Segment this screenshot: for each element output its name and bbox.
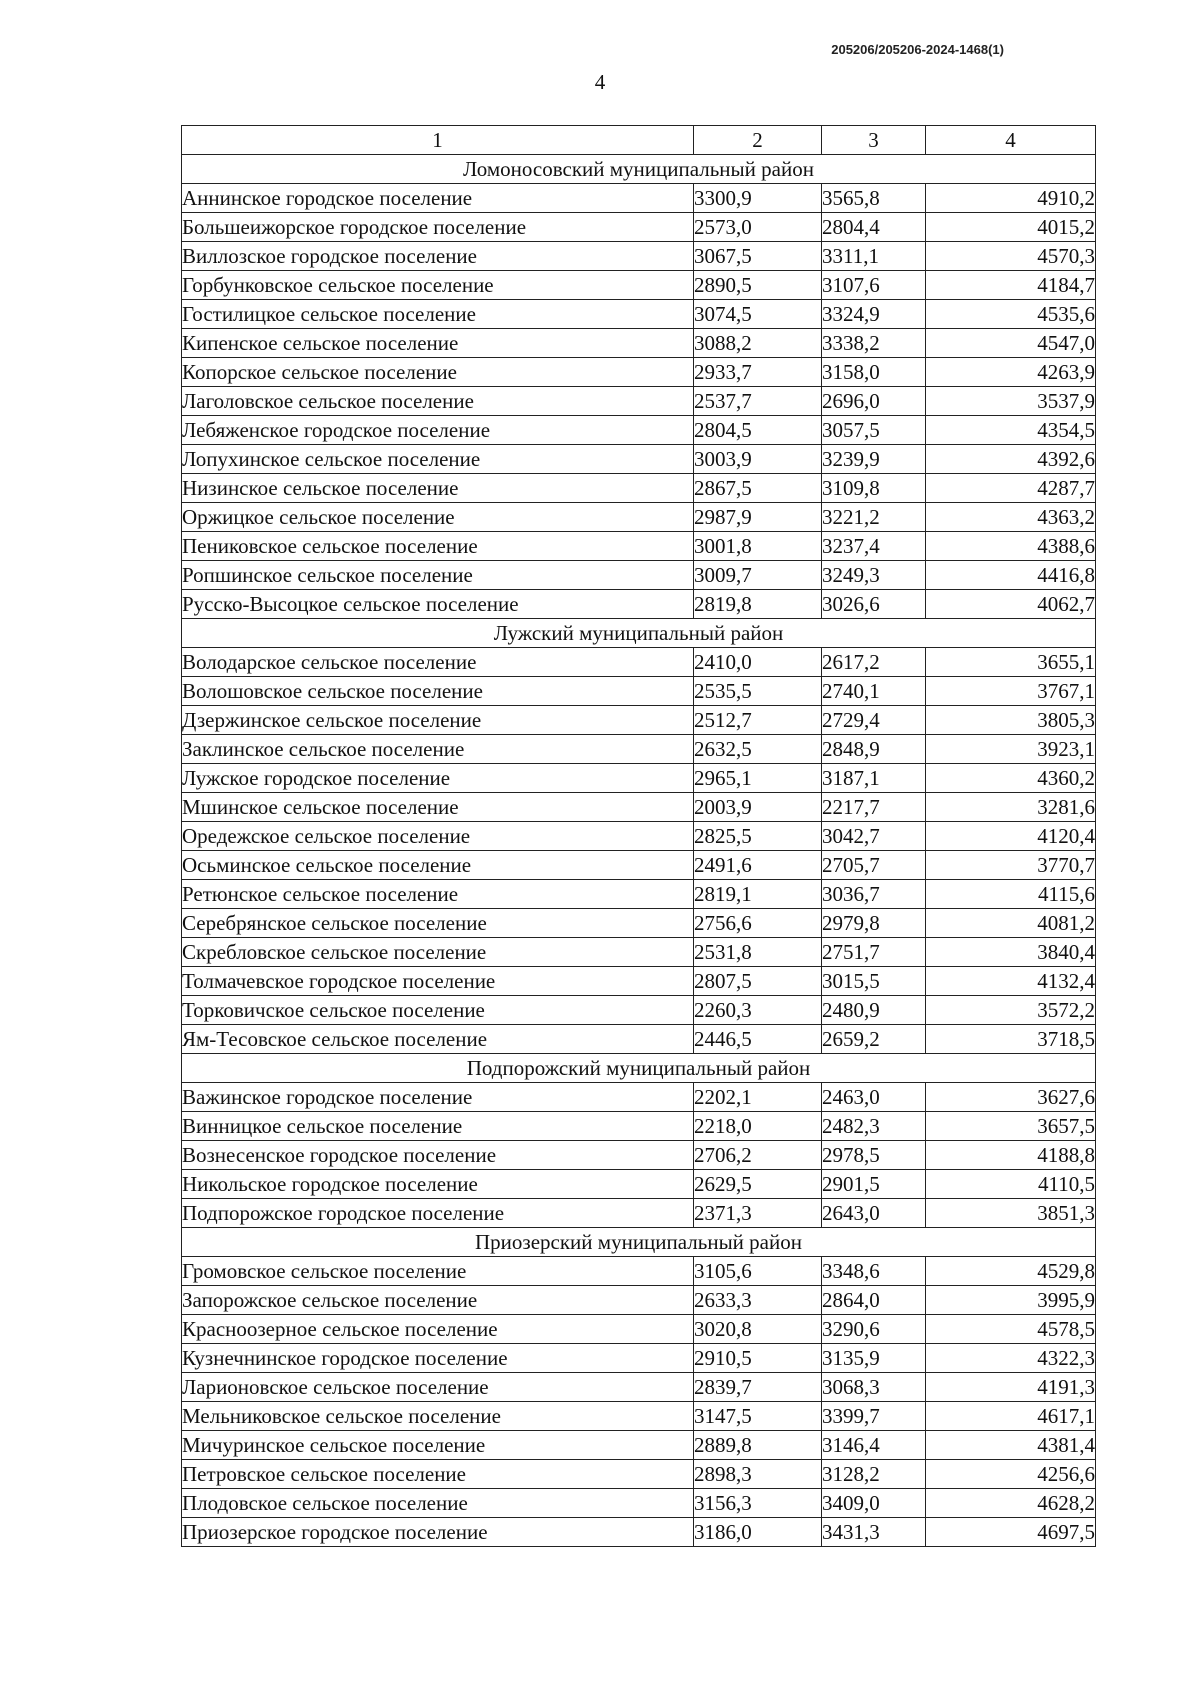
value-col-2: 3074,5 [694,300,822,329]
value-col-2: 3156,3 [694,1489,822,1518]
settlement-name: Ларионовское сельское поселение [182,1373,694,1402]
settlement-name: Лаголовское сельское поселение [182,387,694,416]
district-header-row [182,1228,1096,1257]
value-col-2: 2531,8 [694,938,822,967]
value-col-4: 4360,2 [926,764,1096,793]
settlement-name: Винницкое сельское поселение [182,1112,694,1141]
table-row [182,706,1096,735]
value-col-2: 2965,1 [694,764,822,793]
table-row [182,213,1096,242]
table-row [182,1373,1096,1402]
table-row [182,851,1096,880]
table-row [182,1402,1096,1431]
value-col-2: 2756,6 [694,909,822,938]
value-col-2: 2898,3 [694,1460,822,1489]
value-col-3: 3311,1 [822,242,926,271]
value-col-2: 2819,8 [694,590,822,619]
district-title: Подпорожский муниципальный район [182,1054,1096,1083]
settlement-name: Гостилицкое сельское поселение [182,300,694,329]
table-row [182,1518,1096,1547]
value-col-2: 2537,7 [694,387,822,416]
value-col-4: 4392,6 [926,445,1096,474]
value-col-3: 3057,5 [822,416,926,445]
value-col-2: 3088,2 [694,329,822,358]
value-col-3: 2864,0 [822,1286,926,1315]
value-col-2: 2535,5 [694,677,822,706]
value-col-3: 3135,9 [822,1344,926,1373]
value-col-2: 3020,8 [694,1315,822,1344]
settlement-name: Большеижорское городское поселение [182,213,694,242]
value-col-3: 3565,8 [822,184,926,213]
value-col-4: 4263,9 [926,358,1096,387]
value-col-3: 2978,5 [822,1141,926,1170]
settlement-name: Мельниковское сельское поселение [182,1402,694,1431]
value-col-4: 4381,4 [926,1431,1096,1460]
table-row [182,532,1096,561]
table-row [182,1083,1096,1112]
table-row [182,416,1096,445]
value-col-2: 3147,5 [694,1402,822,1431]
table-row [182,1199,1096,1228]
value-col-2: 2933,7 [694,358,822,387]
table-row [182,1112,1096,1141]
value-col-4: 4256,6 [926,1460,1096,1489]
value-col-2: 2202,1 [694,1083,822,1112]
value-col-4: 4697,5 [926,1518,1096,1547]
value-col-3: 3249,3 [822,561,926,590]
settlement-name: Ретюнское сельское поселение [182,880,694,909]
value-col-4: 3655,1 [926,648,1096,677]
value-col-2: 2573,0 [694,213,822,242]
value-col-3: 3290,6 [822,1315,926,1344]
value-col-3: 2705,7 [822,851,926,880]
table-row [182,793,1096,822]
value-col-3: 3187,1 [822,764,926,793]
settlement-name: Лужское городское поселение [182,764,694,793]
table-row [182,764,1096,793]
settlement-name: Низинское сельское поселение [182,474,694,503]
settlement-name: Володарское сельское поселение [182,648,694,677]
table-row [182,648,1096,677]
table-row [182,880,1096,909]
value-col-3: 2659,2 [822,1025,926,1054]
table-row [182,1025,1096,1054]
value-col-2: 3009,7 [694,561,822,590]
value-col-3: 3068,3 [822,1373,926,1402]
column-header-4: 4 [926,126,1096,155]
table-row [182,184,1096,213]
value-col-2: 2633,3 [694,1286,822,1315]
value-col-4: 4322,3 [926,1344,1096,1373]
value-col-3: 2901,5 [822,1170,926,1199]
settlement-name: Ям-Тесовское сельское поселение [182,1025,694,1054]
value-col-4: 4115,6 [926,880,1096,909]
value-col-3: 2480,9 [822,996,926,1025]
value-col-4: 3851,3 [926,1199,1096,1228]
value-col-3: 3109,8 [822,474,926,503]
settlement-name: Горбунковское сельское поселение [182,271,694,300]
settlement-name: Заклинское сельское поселение [182,735,694,764]
table-row [182,909,1096,938]
value-col-2: 2371,3 [694,1199,822,1228]
value-col-4: 4535,6 [926,300,1096,329]
value-col-4: 3657,5 [926,1112,1096,1141]
value-col-2: 2910,5 [694,1344,822,1373]
settlement-name: Запорожское сельское поселение [182,1286,694,1315]
value-col-4: 4120,4 [926,822,1096,851]
value-col-3: 2751,7 [822,938,926,967]
value-col-2: 2819,1 [694,880,822,909]
value-col-4: 4287,7 [926,474,1096,503]
value-col-3: 3042,7 [822,822,926,851]
value-col-2: 2804,5 [694,416,822,445]
settlement-name: Кузнечнинское городское поселение [182,1344,694,1373]
value-col-4: 3767,1 [926,677,1096,706]
table-row [182,474,1096,503]
value-col-4: 4110,5 [926,1170,1096,1199]
table-row [182,561,1096,590]
value-col-2: 2629,5 [694,1170,822,1199]
value-col-4: 3840,4 [926,938,1096,967]
value-col-2: 2260,3 [694,996,822,1025]
table-row [182,387,1096,416]
table-row [182,445,1096,474]
value-col-4: 4188,8 [926,1141,1096,1170]
table-row [182,822,1096,851]
settlement-name: Копорское сельское поселение [182,358,694,387]
value-col-2: 3105,6 [694,1257,822,1286]
settlement-name: Ропшинское сельское поселение [182,561,694,590]
table-row [182,1170,1096,1199]
value-col-3: 2804,4 [822,213,926,242]
settlement-name: Пениковское сельское поселение [182,532,694,561]
value-col-4: 4363,2 [926,503,1096,532]
value-col-4: 4191,3 [926,1373,1096,1402]
settlement-name: Серебрянское сельское поселение [182,909,694,938]
value-col-4: 4062,7 [926,590,1096,619]
table-row [182,1257,1096,1286]
settlement-name: Лебяженское городское поселение [182,416,694,445]
value-col-4: 4547,0 [926,329,1096,358]
value-col-3: 2643,0 [822,1199,926,1228]
table-row [182,735,1096,764]
value-col-3: 2463,0 [822,1083,926,1112]
value-col-4: 3281,6 [926,793,1096,822]
value-col-3: 3128,2 [822,1460,926,1489]
value-col-2: 3067,5 [694,242,822,271]
value-col-4: 3627,6 [926,1083,1096,1112]
settlement-name: Кипенское сельское поселение [182,329,694,358]
settlement-name: Волошовское сельское поселение [182,677,694,706]
value-col-2: 2867,5 [694,474,822,503]
value-col-3: 3239,9 [822,445,926,474]
table-row [182,967,1096,996]
value-col-4: 4015,2 [926,213,1096,242]
value-col-2: 2807,5 [694,967,822,996]
table-row [182,590,1096,619]
value-col-2: 2446,5 [694,1025,822,1054]
table-row [182,300,1096,329]
table-row [182,242,1096,271]
settlement-name: Торковичское сельское поселение [182,996,694,1025]
value-col-3: 2979,8 [822,909,926,938]
settlement-name: Виллозское городское поселение [182,242,694,271]
value-col-3: 3107,6 [822,271,926,300]
table-row [182,1315,1096,1344]
table-row [182,329,1096,358]
value-col-4: 4388,6 [926,532,1096,561]
value-col-4: 4184,7 [926,271,1096,300]
table-row [182,1431,1096,1460]
value-col-2: 2825,5 [694,822,822,851]
district-title: Лужский муниципальный район [182,619,1096,648]
value-col-4: 4416,8 [926,561,1096,590]
value-col-3: 3399,7 [822,1402,926,1431]
district-title: Ломоносовский муниципальный район [182,155,1096,184]
table-row [182,1489,1096,1518]
settlement-name: Русско-Высоцкое сельское поселение [182,590,694,619]
value-col-4: 4132,4 [926,967,1096,996]
value-col-4: 4617,1 [926,1402,1096,1431]
value-col-3: 2217,7 [822,793,926,822]
value-col-3: 3409,0 [822,1489,926,1518]
column-header-row [182,126,1096,155]
value-col-3: 3237,4 [822,532,926,561]
value-col-4: 4081,2 [926,909,1096,938]
district-title: Приозерский муниципальный район [182,1228,1096,1257]
value-col-2: 2410,0 [694,648,822,677]
settlement-name: Дзержинское сельское поселение [182,706,694,735]
settlement-name: Осьминское сельское поселение [182,851,694,880]
settlement-name: Подпорожское городское поселение [182,1199,694,1228]
settlement-name: Петровское сельское поселение [182,1460,694,1489]
table-row [182,938,1096,967]
value-col-4: 4628,2 [926,1489,1096,1518]
value-col-3: 3146,4 [822,1431,926,1460]
value-col-3: 3431,3 [822,1518,926,1547]
settlement-name: Мичуринское сельское поселение [182,1431,694,1460]
page-number: 4 [594,70,606,94]
value-col-4: 3572,2 [926,996,1096,1025]
value-col-3: 2729,4 [822,706,926,735]
value-col-3: 3348,6 [822,1257,926,1286]
value-col-4: 3923,1 [926,735,1096,764]
value-col-3: 2740,1 [822,677,926,706]
value-col-4: 3805,3 [926,706,1096,735]
value-col-4: 4570,3 [926,242,1096,271]
column-header-3: 3 [822,126,926,155]
value-col-2: 3003,9 [694,445,822,474]
value-col-3: 3036,7 [822,880,926,909]
value-col-3: 3221,2 [822,503,926,532]
value-col-2: 2512,7 [694,706,822,735]
table-row [182,996,1096,1025]
table-row [182,358,1096,387]
value-col-2: 3001,8 [694,532,822,561]
value-col-3: 3324,9 [822,300,926,329]
column-header-2: 2 [694,126,822,155]
value-col-2: 2987,9 [694,503,822,532]
settlement-name: Оржицкое сельское поселение [182,503,694,532]
table-row [182,1141,1096,1170]
table-row [182,1286,1096,1315]
value-col-2: 2890,5 [694,271,822,300]
table-body [182,126,1096,1547]
district-header-row [182,1054,1096,1083]
value-col-3: 2848,9 [822,735,926,764]
value-col-4: 3718,5 [926,1025,1096,1054]
column-header-1: 1 [182,126,694,155]
settlement-name: Важинское городское поселение [182,1083,694,1112]
settlement-name: Толмачевское городское поселение [182,967,694,996]
value-col-2: 2889,8 [694,1431,822,1460]
settlement-name: Громовское сельское поселение [182,1257,694,1286]
table-row [182,271,1096,300]
value-col-3: 2482,3 [822,1112,926,1141]
value-col-4: 3537,9 [926,387,1096,416]
district-header-row [182,155,1096,184]
value-col-3: 2617,2 [822,648,926,677]
settlement-name: Аннинское городское поселение [182,184,694,213]
value-col-4: 4529,8 [926,1257,1096,1286]
document-id: 205206/205206-2024-1468(1) [831,42,1004,57]
settlement-name: Плодовское сельское поселение [182,1489,694,1518]
value-col-2: 2491,6 [694,851,822,880]
value-col-3: 3158,0 [822,358,926,387]
value-col-3: 3026,6 [822,590,926,619]
table-row [182,1460,1096,1489]
value-col-2: 2706,2 [694,1141,822,1170]
value-col-4: 3770,7 [926,851,1096,880]
value-col-3: 3338,2 [822,329,926,358]
value-col-2: 2218,0 [694,1112,822,1141]
settlement-name: Лопухинское сельское поселение [182,445,694,474]
table-row [182,1344,1096,1373]
settlement-name: Скребловское сельское поселение [182,938,694,967]
settlement-name: Вознесенское городское поселение [182,1141,694,1170]
value-col-4: 4910,2 [926,184,1096,213]
value-col-2: 3300,9 [694,184,822,213]
value-col-3: 3015,5 [822,967,926,996]
settlement-name: Мшинское сельское поселение [182,793,694,822]
settlement-name: Никольское городское поселение [182,1170,694,1199]
value-col-2: 2839,7 [694,1373,822,1402]
value-col-2: 2632,5 [694,735,822,764]
table-row [182,677,1096,706]
settlement-name: Оредежское сельское поселение [182,822,694,851]
settlement-name: Красноозерное сельское поселение [182,1315,694,1344]
value-col-2: 2003,9 [694,793,822,822]
value-col-4: 4578,5 [926,1315,1096,1344]
value-col-4: 3995,9 [926,1286,1096,1315]
settlements-table [181,125,1096,1547]
value-col-2: 3186,0 [694,1518,822,1547]
value-col-4: 4354,5 [926,416,1096,445]
district-header-row [182,619,1096,648]
value-col-3: 2696,0 [822,387,926,416]
table-row [182,503,1096,532]
settlement-name: Приозерское городское поселение [182,1518,694,1547]
